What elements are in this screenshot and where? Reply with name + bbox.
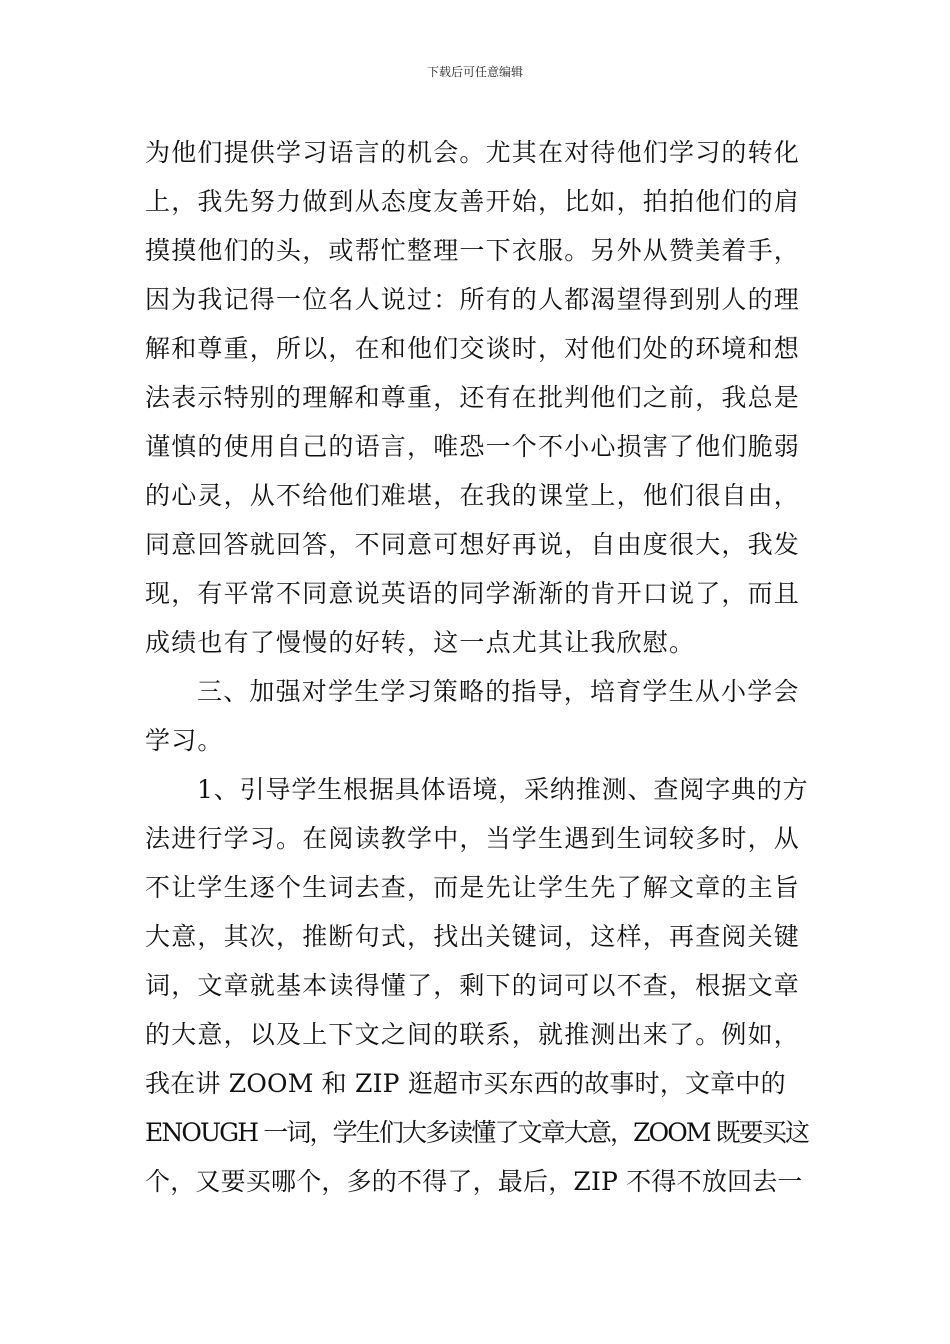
text-line: 我在讲 ZOOM 和 ZIP 逛超市买东西的故事时，文章中的 (145, 1069, 786, 1098)
text-line: 谨慎的使用自己的语言，唯恐一个不小心损害了他们脆弱 (145, 432, 801, 461)
text-line: 法进行学习。在阅读教学中，当学生遇到生词较多时，从 (145, 824, 801, 853)
text-line: 大意，其次，推断句式，找出关键词，这样，再查阅关键 (145, 922, 801, 951)
text-line: 学习。 (145, 726, 224, 755)
text-line: 摸摸他们的头，或帮忙整理一下衣服。另外从赞美着手， (145, 236, 801, 265)
text-line: 不让学生逐个生词去查，而是先让学生先了解文章的主旨 (145, 873, 801, 902)
text-line: 成绩也有了慢慢的好转，这一点尤其让我欣慰。 (145, 628, 696, 657)
paragraph-first-line: 1、引导学生根据具体语境，采纳推测、查阅字典的方 (197, 775, 809, 804)
text-line: 个，又要买哪个，多的不得了，最后，ZIP 不得不放回去一 (145, 1167, 803, 1196)
page-header: 下载后可任意编辑 (426, 65, 523, 79)
text-line: 因为我记得一位名人说过：所有的人都渴望得到别人的理 (145, 285, 801, 314)
document-body (145, 128, 810, 1206)
text-line: 解和尊重，所以，在和他们交谈时，对他们处的环境和想 (145, 334, 801, 363)
text-line: 法表示特别的理解和尊重，还有在批判他们之前，我总是 (145, 383, 801, 412)
section-heading-line: 三、加强对学生学习策略的指导，培育学生从小学会 (197, 677, 800, 706)
text-line: 上，我先努力做到从态度友善开始，比如，拍拍他们的肩 (145, 187, 801, 216)
text-line: 现，有平常不同意说英语的同学渐渐的肯开口说了，而且 (145, 579, 801, 608)
text-line: 的心灵，从不给他们难堪，在我的课堂上，他们很自由， (145, 481, 801, 510)
text-line: 为他们提供学习语言的机会。尤其在对待他们学习的转化 (145, 138, 801, 167)
text-line: 词，文章就基本读得懂了，剩下的词可以不查，根据文章 (145, 971, 801, 1000)
text-line: 的大意，以及上下文之间的联系，就推测出来了。例如， (145, 1020, 801, 1049)
text-line: ENOUGH 一词，学生们大多读懂了文章大意，ZOOM 既要买这 (145, 1118, 809, 1147)
text-line: 同意回答就回答，不同意可想好再说，自由度很大，我发 (145, 530, 801, 559)
